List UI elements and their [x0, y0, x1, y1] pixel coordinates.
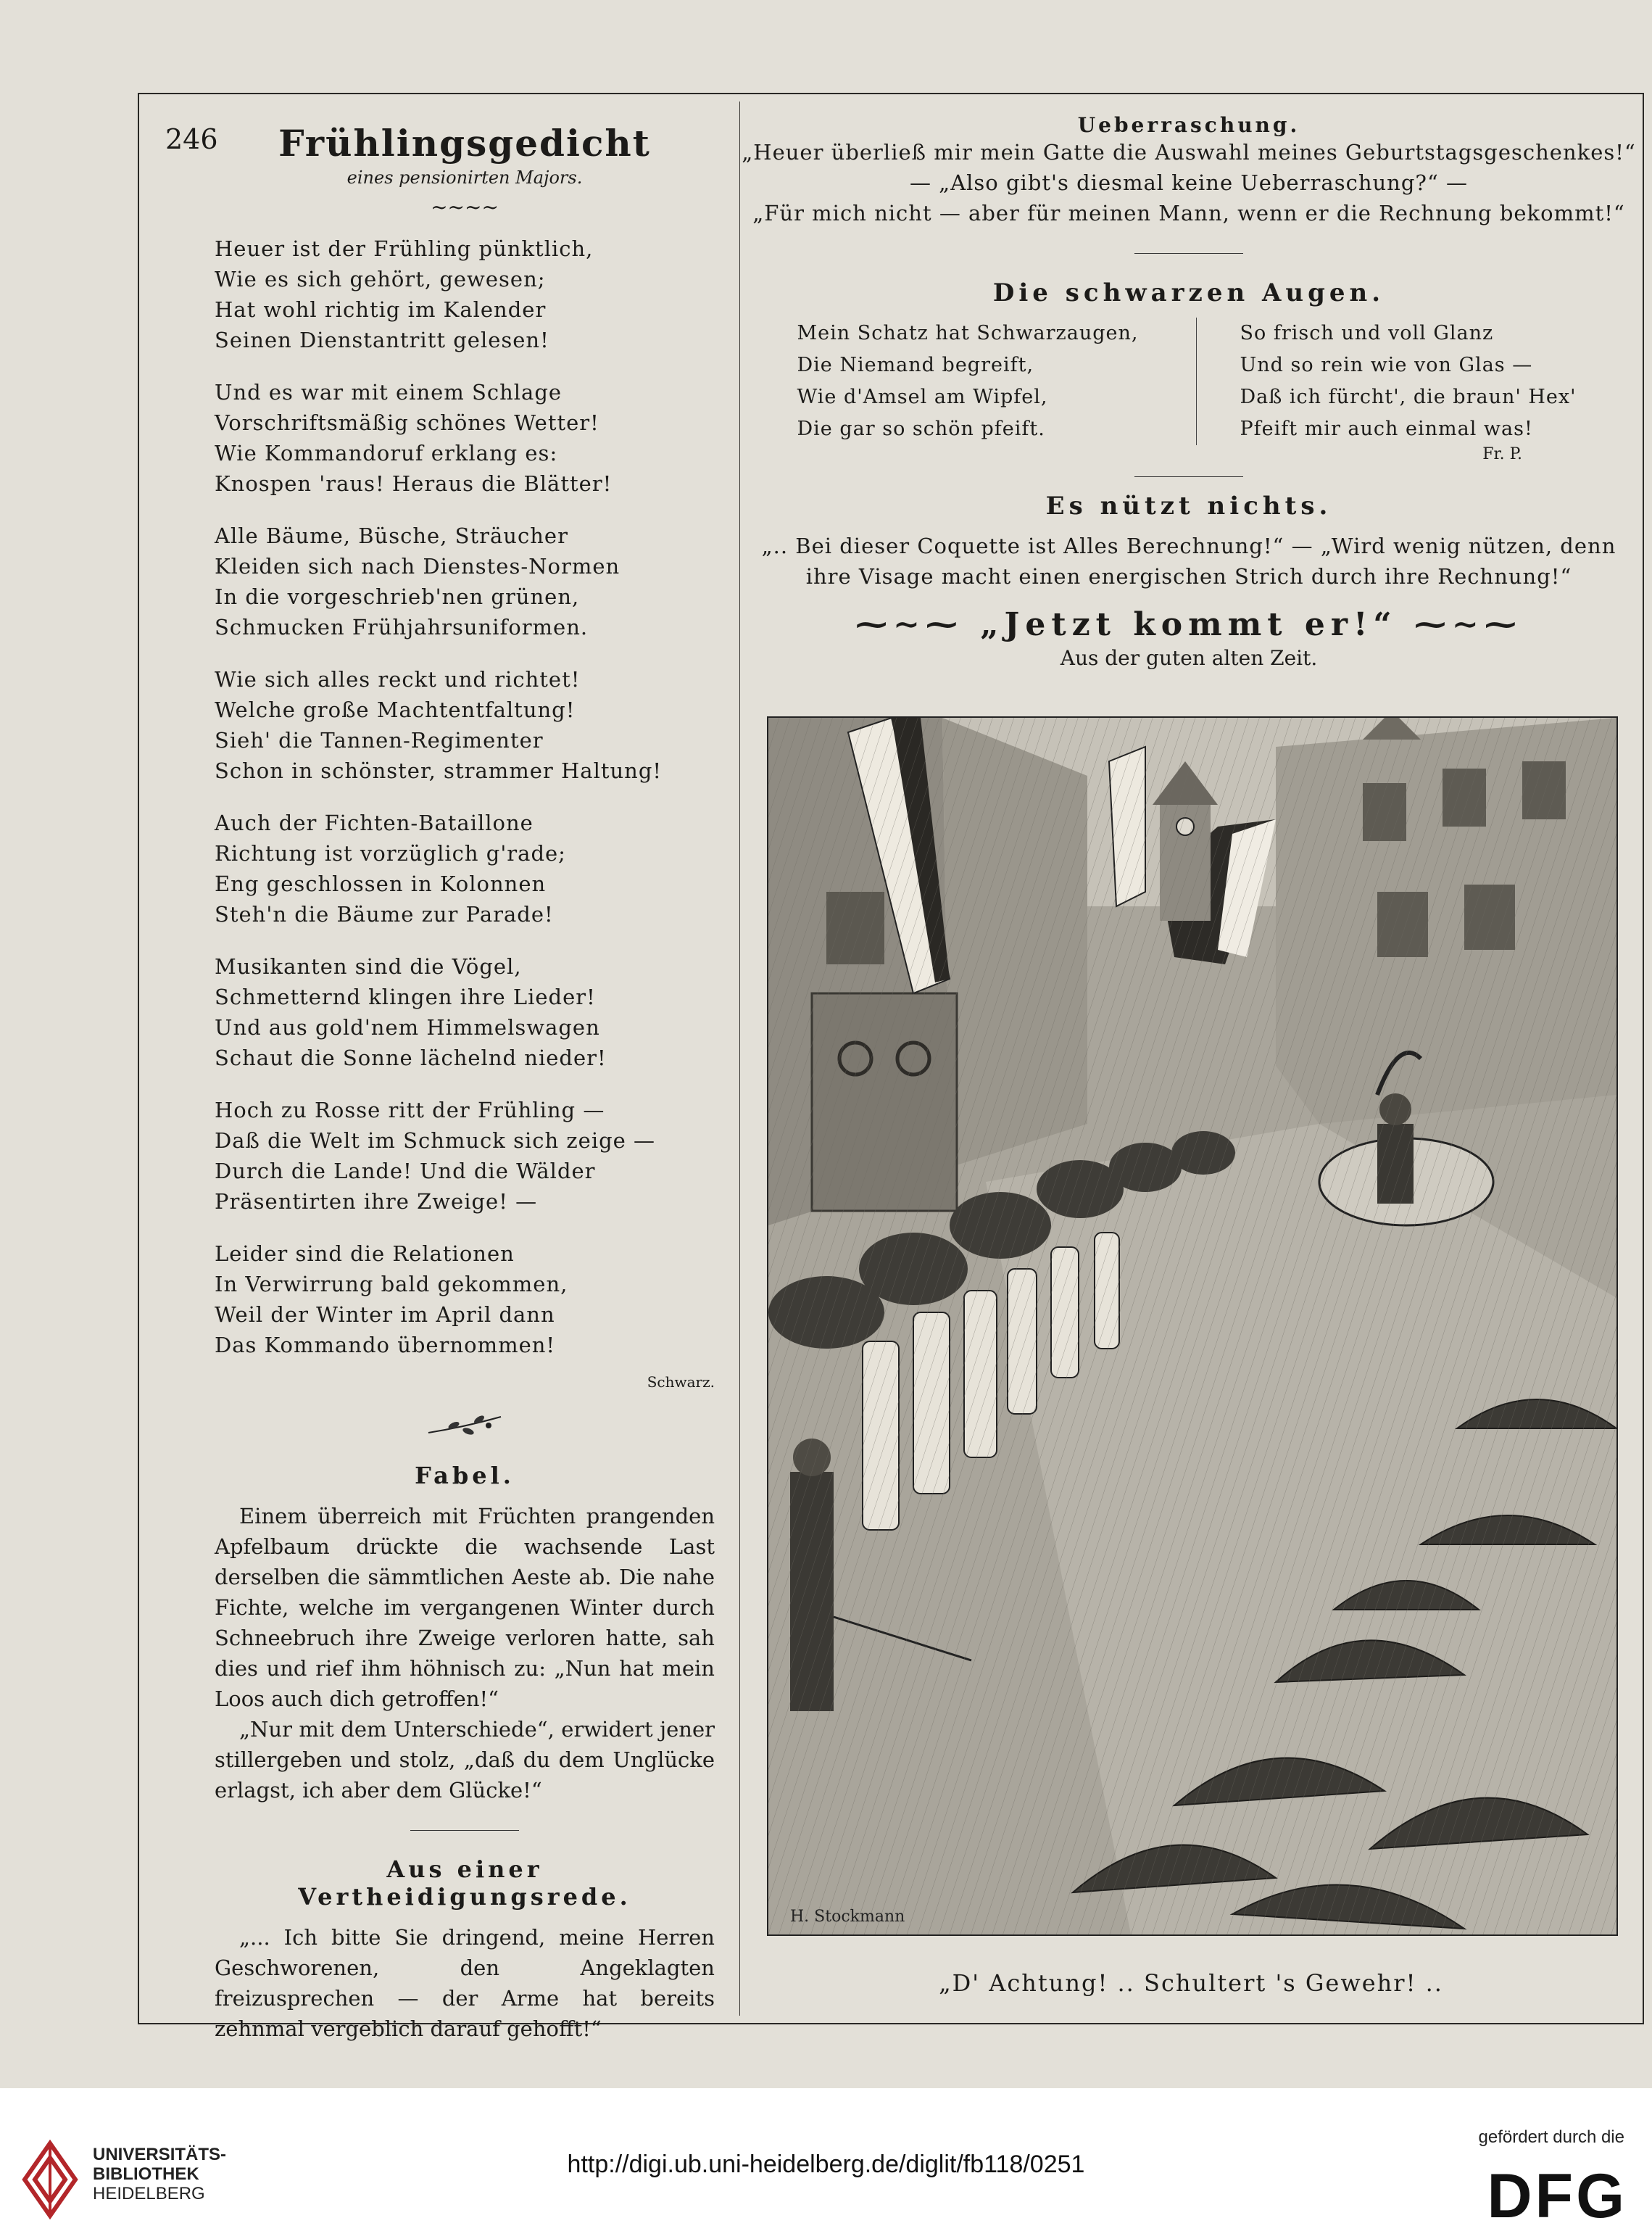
dfg-logo: DFG [1487, 2161, 1627, 2231]
poem-line: Knospen 'raus! Heraus die Blätter! [215, 471, 613, 496]
poem-line: Eng geschlossen in Kolonnen [215, 872, 547, 896]
eyes-poem [739, 318, 1638, 445]
poem-stanza [215, 808, 715, 930]
poem-stanza [215, 377, 715, 499]
eyes-signature: Fr. P. [1482, 445, 1522, 463]
poem-line: Das Kommando übernommen! [215, 1333, 556, 1357]
poem-stanza [215, 1238, 715, 1360]
eyes-right-stanza [1197, 318, 1581, 445]
poem-line: Schon in schönster, strammer Haltung! [215, 758, 663, 783]
poem-line: Daß ich fürcht', die braun' Hex' [1240, 386, 1577, 408]
illustration-title [739, 606, 1638, 643]
fable-title: Fabel. [415, 1462, 515, 1489]
eyes-title: Die schwarzen Augen. [992, 278, 1385, 307]
poem-line: Hat wohl richtig im Kalender [215, 297, 547, 322]
poem-line: Alle Bäume, Büsche, Sträucher [215, 523, 568, 548]
olive-branch-icon [215, 1411, 715, 1447]
poem-line: In die vorgeschrieb'nen grünen, [215, 584, 580, 609]
poem-line: Hoch zu Rosse ritt der Frühling — [215, 1098, 605, 1122]
poem-divider: ~~~~ [431, 195, 499, 219]
poem-signature: Schwarz. [647, 1373, 715, 1391]
poem-line: Wie sich alles reckt und richtet! [215, 667, 581, 692]
poem-line: Weil der Winter im April dann [215, 1302, 555, 1327]
poem-line: Seinen Dienstantritt gelesen! [215, 328, 549, 352]
poem-stanza [215, 521, 715, 642]
poem-line: Steh'n die Bäume zur Parade! [215, 902, 554, 927]
poem-line: Pfeift mir auch einmal was! [1240, 418, 1533, 440]
flourish-right-icon: ⁓∼⁓ [1414, 606, 1522, 643]
poem-stanza [215, 951, 715, 1073]
poem-line: Leider sind die Relationen [215, 1241, 515, 1266]
poem-stanza [215, 233, 715, 355]
defense-title: Aus einer Vertheidigungsrede. [298, 1855, 631, 1911]
poem-line: Schaut die Sonne lächelnd nieder! [215, 1046, 607, 1070]
poem-line: Vorschriftsmäßig schönes Wetter! [215, 410, 599, 435]
poem-line: Wie es sich gehört, gewesen; [215, 267, 546, 291]
surprise-line-1: „Heuer überließ mir mein Gatte die Auswahl meines Geburtstagsgeschenkes!“ — „Also gibt's diesmal keine Ueberraschung?“ — [742, 140, 1636, 195]
poem-line: Wie Kommandoruf erklang es: [215, 441, 558, 465]
poem-line: Und aus gold'nem Himmelswagen [215, 1015, 600, 1040]
poem-stanzas [215, 233, 715, 1360]
poem-line: Musikanten sind die Vögel, [215, 954, 522, 979]
fable-paragraph-2: „Nur mit dem Unterschiede“, erwidert jener stillergeben und stolz, „daß du dem Unglücke erlagst, ich aber dem Glücke!“ [215, 1717, 715, 1803]
street-parade-illustration [767, 716, 1618, 1936]
poem-stanza [215, 1095, 715, 1217]
eyes-left-stanza [797, 318, 1197, 445]
illustration-signature: H. Stockmann [790, 1908, 905, 1926]
page-number: 246 [165, 123, 218, 155]
illustration-caption: „D' Achtung! .. Schultert 's Gewehr! .. [939, 1969, 1443, 1997]
section-rule [1134, 476, 1243, 477]
fable-paragraph-1: Einem überreich mit Früchten prangenden Apfelbaum drückte die wachsende Last derselben die sämmtlichen Aeste ab. Die nahe Fichte, welche im vergangenen Winter durch Schneebruch ihre Zweige verloren hatte, sah dies und rief ihm höhnisch zu: „Nun hat mein Loos auch dich getroffen!“ [215, 1504, 715, 1711]
poem-line: Auch der Fichten-Bataillone [215, 811, 534, 835]
poem-line: Und so rein wie von Glas — [1240, 354, 1533, 376]
surprise-title: Ueberraschung. [1077, 113, 1300, 137]
library-line: UNIVERSITÄTS- [93, 2145, 227, 2164]
poem-subtitle: eines pensionirten Majors. [346, 167, 583, 188]
right-column [739, 102, 1638, 670]
poem-line: Die Niemand begreift, [797, 354, 1034, 376]
poem-line: Sieh' die Tannen-Regimenter [215, 728, 544, 753]
poem-line: Und es war mit einem Schlage [215, 380, 563, 405]
poem-line: Daß die Welt im Schmuck sich zeige — [215, 1128, 656, 1153]
illustration-subtitle: Aus der guten alten Zeit. [1060, 646, 1318, 670]
poem-line: So frisch und voll Glanz [1240, 322, 1494, 344]
useless-title: Es nützt nichts. [1045, 492, 1332, 521]
funding-note: gefördert durch die [1478, 2127, 1624, 2147]
library-line: HEIDELBERG [93, 2184, 205, 2203]
section-rule [1134, 253, 1243, 254]
poem-line: Kleiden sich nach Dienstes-Normen [215, 554, 620, 579]
poem-line: Wie d'Amsel am Wipfel, [797, 386, 1048, 408]
poem-line: In Verwirrung bald gekommen, [215, 1272, 568, 1296]
university-library-logo-icon [17, 2136, 83, 2223]
flourish-left-icon: ⁓∼⁓ [855, 606, 981, 643]
poem-line: Mein Schatz hat Schwarzaugen, [797, 322, 1139, 344]
poem-line: Durch die Lande! Und die Wälder [215, 1159, 596, 1183]
poem-title: Frühlingsgedicht [278, 122, 651, 165]
defense-paragraph: „... Ich bitte Sie dringend, meine Herren Geschworenen, den Angeklagten freizusprechen — der Arme hat bereits zehnmal vergeblich darauf gehofft!“ [215, 1925, 715, 2041]
surprise-line-2: „Für mich nicht — aber für meinen Mann, wenn er die Rechnung bekommt!“ [752, 201, 1625, 225]
illustration-title-text: „Jetzt kommt er!“ [980, 606, 1398, 643]
poem-line: Schmetternd klingen ihre Lieder! [215, 985, 596, 1009]
poem-stanza [215, 664, 715, 786]
poem-line: Richtung ist vorzüglich g'rade; [215, 841, 566, 866]
left-column [215, 122, 715, 2044]
section-rule [410, 1830, 519, 1831]
useless-text: „.. Bei dieser Coquette ist Alles Berechnung!“ — „Wird wenig nützen, denn ihre Visage macht einen energischen Strich durch ihre Rechnung!“ [761, 534, 1616, 589]
library-line: BIBLIOTHEK [93, 2164, 199, 2184]
permalink-url[interactable]: http://digi.ub.uni-heidelberg.de/diglit/fb118/0251 [567, 2151, 1085, 2178]
poem-line: Schmucken Frühjahrsuniformen. [215, 615, 589, 640]
poem-line: Die gar so schön pfeift. [797, 418, 1045, 440]
poem-line: Welche große Machtentfaltung! [215, 698, 576, 722]
poem-line: Heuer ist der Frühling pünktlich, [215, 236, 594, 261]
poem-line: Präsentirten ihre Zweige! — [215, 1189, 538, 1214]
